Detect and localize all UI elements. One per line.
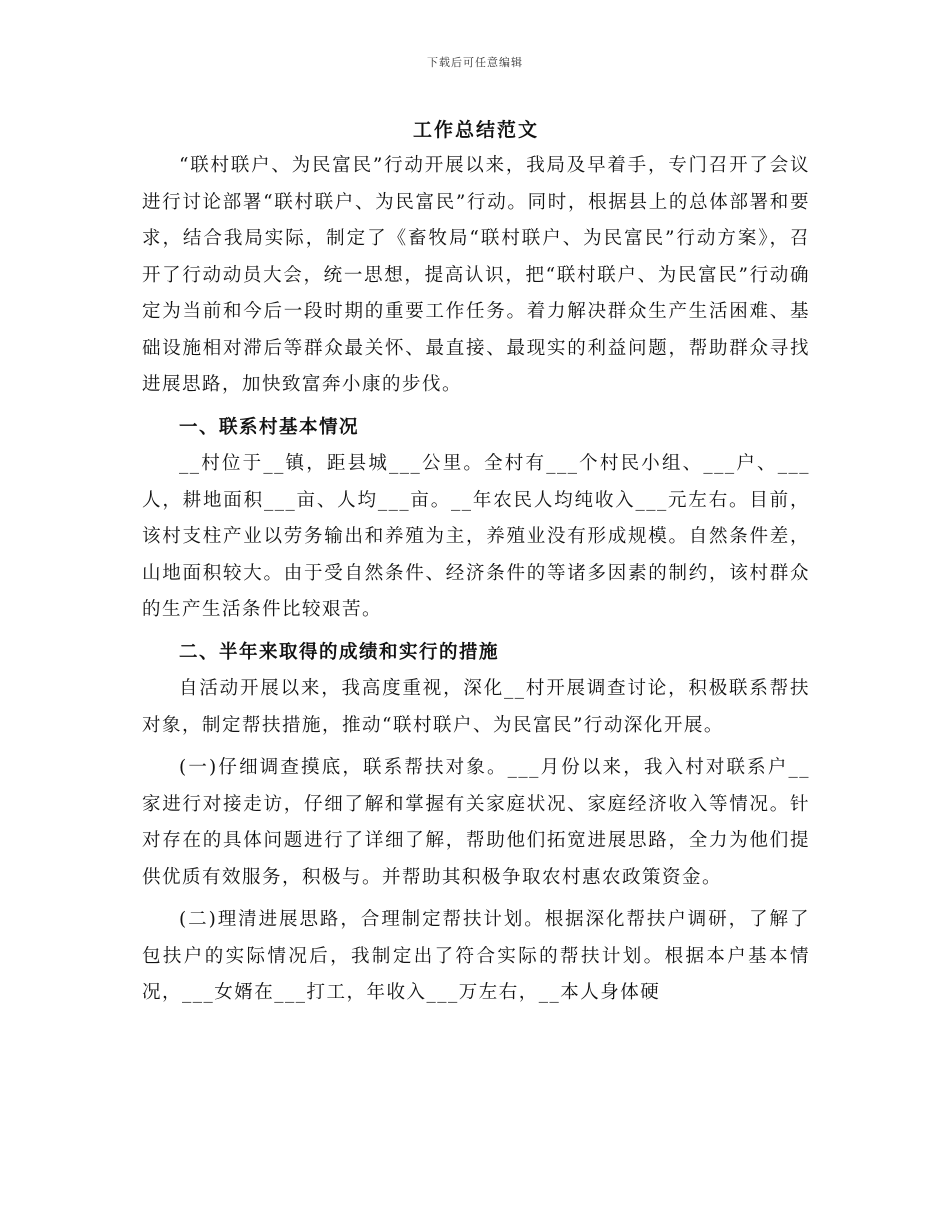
section-heading-1: 一、联系村基本情况	[179, 416, 360, 438]
intro-paragraph: “联村联户、为民富民”行动开展以来，我局及早着手，专门召开了会议进行讨论部署“联村联户、为民富民”行动。同时，根据县上的总体部署和要求，结合我局实际，制定了《畜牧局“联村联户、为民富民”行动方案》，召开了行动动员大会，统一思想，提高认识，把“联村联户、为民富民”行动确定为当前和今后一段时期的重要工作任务。着力解决群众生产生活困难、基础设施相对滞后等群众最关怀、最直接、最现实的利益问题，帮助群众寻找进展思路，加快致富奔小康的步伐。	[142, 155, 810, 395]
item-1-paragraph: (一)仔细调查摸底，联系帮扶对象。___月份以来，我入村对联系户__家进行对接走访，仔细了解和掌握有关家庭状况、家庭经济收入等情况。针对存在的具体问题进行了详细了解，帮助他们拓宽进展思路，全力为他们提供优质有效服务，积极与。并帮助其积极争取农村惠农政策资金。	[142, 757, 810, 888]
section-1-paragraph: __村位于__镇，距县城___公里。全村有___个村民小组、___户、___人，耕地面积___亩、人均___亩。__年农民人均纯收入___元左右。目前，该村支柱产业以劳务输出和养殖为主，养殖业没有形成规模。自然条件差，山地面积较大。由于受自然条件、经济条件的等诸多因素的制约，该村群众的生产生活条件比较艰苦。	[142, 453, 810, 620]
document-body	[142, 112, 810, 1202]
section-heading-2: 二、半年来取得的成绩和实行的措施	[179, 641, 500, 663]
document-title: 工作总结范文	[412, 119, 539, 141]
item-2-paragraph: (二)理清进展思路，合理制定帮扶计划。根据深化帮扶户调研，了解了包扶户的实际情况后，我制定出了符合实际的帮扶计划。根据本户基本情况，___女婿在___打工，年收入___万左右，__本人身体硬	[142, 909, 810, 1003]
header-note: 下载后可任意编辑	[427, 56, 523, 69]
section-2-paragraph: 自活动开展以来，我高度重视，深化__村开展调查讨论，积极联系帮扶对象，制定帮扶措施，推动“联村联户、为民富民”行动深化开展。	[142, 678, 810, 736]
